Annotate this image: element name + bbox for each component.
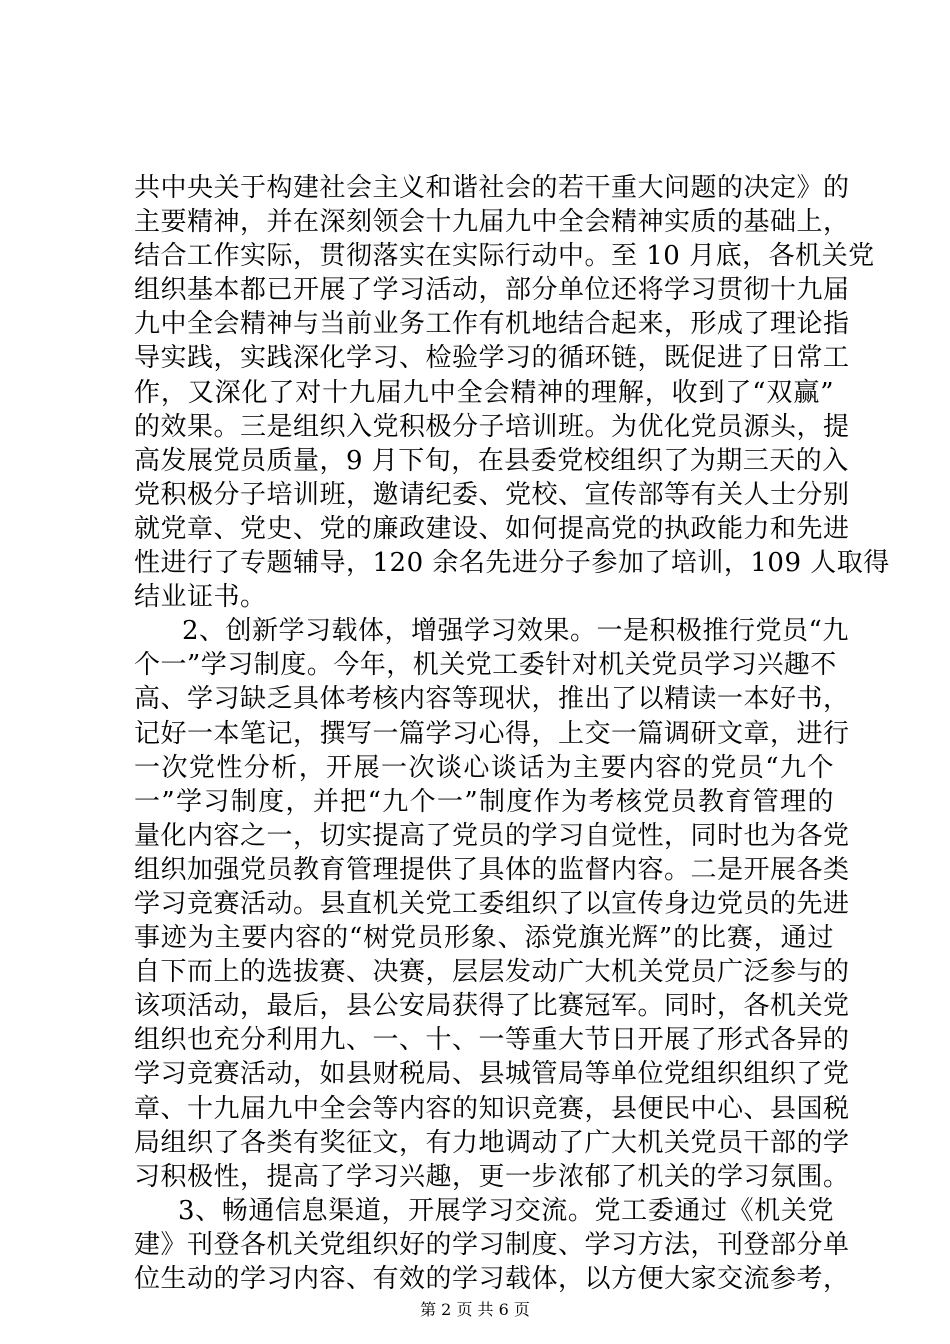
text-line: 组织加强党员教育管理提供了具体的监督内容。二是开展各类 <box>134 854 850 885</box>
text-line: 组织也充分利用九、一、十、一等重大节日开展了形式各异的 <box>134 1025 850 1056</box>
text-line: 作，又深化了对十九届九中全会精神的理解，收到了“双赢” <box>134 377 834 408</box>
text-line: 该项活动，最后，县公安局获得了比赛冠军。同时，各机关党 <box>134 991 850 1022</box>
text-line: 主要精神，并在深刻领会十九届九中全会精神实质的基础上， <box>134 207 850 238</box>
text-line: 一”学习制度，并把“九个一”制度作为考核党员教育管理的 <box>134 786 834 817</box>
text-line: 党积极分子培训班，邀请纪委、党校、宣传部等有关人士分别 <box>134 479 850 510</box>
text-line: 建》刊登各机关党组织好的学习制度、学习方法，刊登部分单 <box>134 1229 850 1260</box>
text-line: 学习竞赛活动。县直机关党工委组织了以宣传身边党员的先进 <box>134 888 850 919</box>
text-line: 性进行了专题辅导，120 余名先进分子参加了培训，109 人取得 <box>134 548 890 579</box>
text-line: 个一”学习制度。今年，机关党工委针对机关党员学习兴趣不 <box>134 650 837 681</box>
text-line: 的效果。三是组织入党积极分子培训班。为优化党员源头，提 <box>134 411 850 442</box>
text-line: 高、学习缺乏具体考核内容等现状，推出了以精读一本好书， <box>134 684 850 715</box>
document-body <box>134 171 890 1296</box>
text-line: 局组织了各类有奖征文，有力地调动了广大机关党员干部的学 <box>134 1127 850 1158</box>
text-line: 结合工作实际，贯彻落实在实际行动中。至 10 月底，各机关党 <box>134 241 875 272</box>
text-line: 一次党性分析，开展一次谈心谈话为主要内容的党员“九个 <box>134 752 834 783</box>
text-line: 组织基本都已开展了学习活动，部分单位还将学习贯彻十九届 <box>134 275 850 306</box>
text-line: 位生动的学习内容、有效的学习载体，以方便大家交流参考， <box>134 1264 850 1294</box>
text-line: 量化内容之一，切实提高了党员的学习自觉性，同时也为各党 <box>134 820 850 851</box>
text-line: 记好一本笔记，撰写一篇学习心得，上交一篇调研文章，进行 <box>134 718 850 749</box>
text-line: 自下而上的选拔赛、决赛，层层发动广大机关党员广泛参与的 <box>134 957 850 988</box>
text-line: 导实践，实践深化学习、检验学习的循环链，既促进了日常工 <box>134 343 850 374</box>
text-line: 学习竞赛活动，如县财税局、县城管局等单位党组织组织了党 <box>134 1059 850 1090</box>
text-line: 结业证书。 <box>134 582 267 613</box>
text-line: 习积极性，提高了学习兴趣，更一步浓郁了机关的学习氛围。 <box>134 1161 850 1192</box>
text-line: 章、十九届九中全会等内容的知识竞赛，县便民中心、县国税 <box>134 1093 850 1124</box>
paragraph-start-line: 2、创新学习载体，增强学习效果。一是积极推行党员“九 <box>182 616 849 647</box>
text-line: 九中全会精神与当前业务工作有机地结合起来，形成了理论指 <box>134 309 850 340</box>
paragraph-start-line: 3、畅通信息渠道，开展学习交流。党工委通过《机关党 <box>178 1195 834 1226</box>
text-line: 共中央关于构建社会主义和谐社会的若干重大问题的决定》的 <box>134 173 850 203</box>
text-line: 就党章、党史、党的廉政建设、如何提高党的执政能力和先进 <box>134 513 850 544</box>
page-number-footer: 第 2 页 共 6 页 <box>420 1300 530 1319</box>
text-line: 高发展党员质量，9 月下旬，在县委党校组织了为期三天的入 <box>134 445 849 476</box>
text-line: 事迹为主要内容的“树党员形象、添党旗光辉”的比赛，通过 <box>134 923 834 954</box>
